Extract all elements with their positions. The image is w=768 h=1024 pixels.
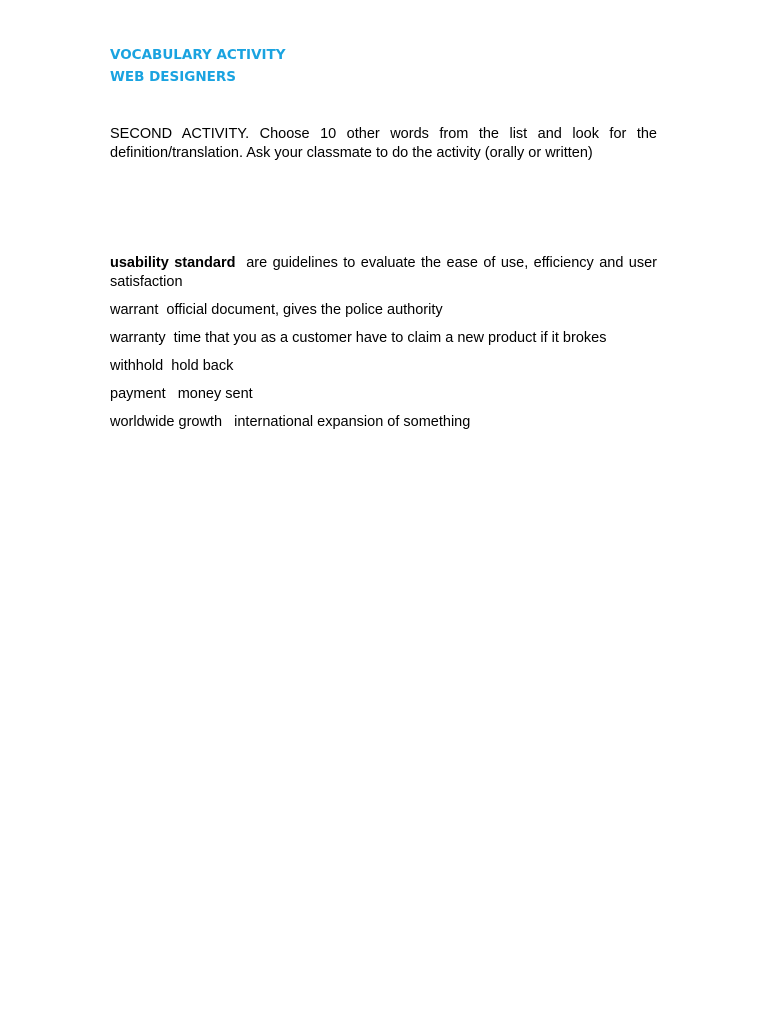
vocabulary-term: warranty	[110, 330, 166, 346]
vocabulary-definition: money sent	[177, 386, 253, 402]
vocabulary-item	[110, 301, 657, 320]
activity-instructions: SECOND ACTIVITY. Choose 10 other words from the list and look for the definition/translation. Ask your classmate to do the activity (orally or written)	[110, 126, 657, 161]
vocabulary-term: usability standard	[110, 255, 236, 271]
vocabulary-definition: are guidelines to evaluate the ease of use, efficiency and user satisfaction	[110, 255, 662, 290]
vocabulary-item	[110, 357, 657, 376]
document-header	[110, 44, 658, 88]
vocabulary-item	[110, 329, 657, 348]
header-title: VOCABULARY ACTIVITY	[110, 47, 286, 63]
vocabulary-list	[110, 254, 662, 441]
vocabulary-term: worldwide growth	[110, 414, 223, 430]
vocabulary-item	[110, 413, 657, 432]
vocabulary-term: withhold	[110, 358, 164, 374]
vocabulary-term: warrant	[110, 302, 159, 318]
vocabulary-item	[110, 254, 662, 292]
vocabulary-item	[110, 385, 657, 404]
header-subtitle: WEB DESIGNERS	[110, 69, 236, 85]
vocabulary-definition: official document, gives the police authority	[166, 302, 443, 318]
vocabulary-definition: time that you as a customer have to claim a new product if it brokes	[173, 330, 607, 346]
vocabulary-definition: international expansion of something	[234, 414, 471, 430]
vocabulary-definition: hold back	[171, 358, 234, 374]
vocabulary-term: payment	[110, 386, 166, 402]
